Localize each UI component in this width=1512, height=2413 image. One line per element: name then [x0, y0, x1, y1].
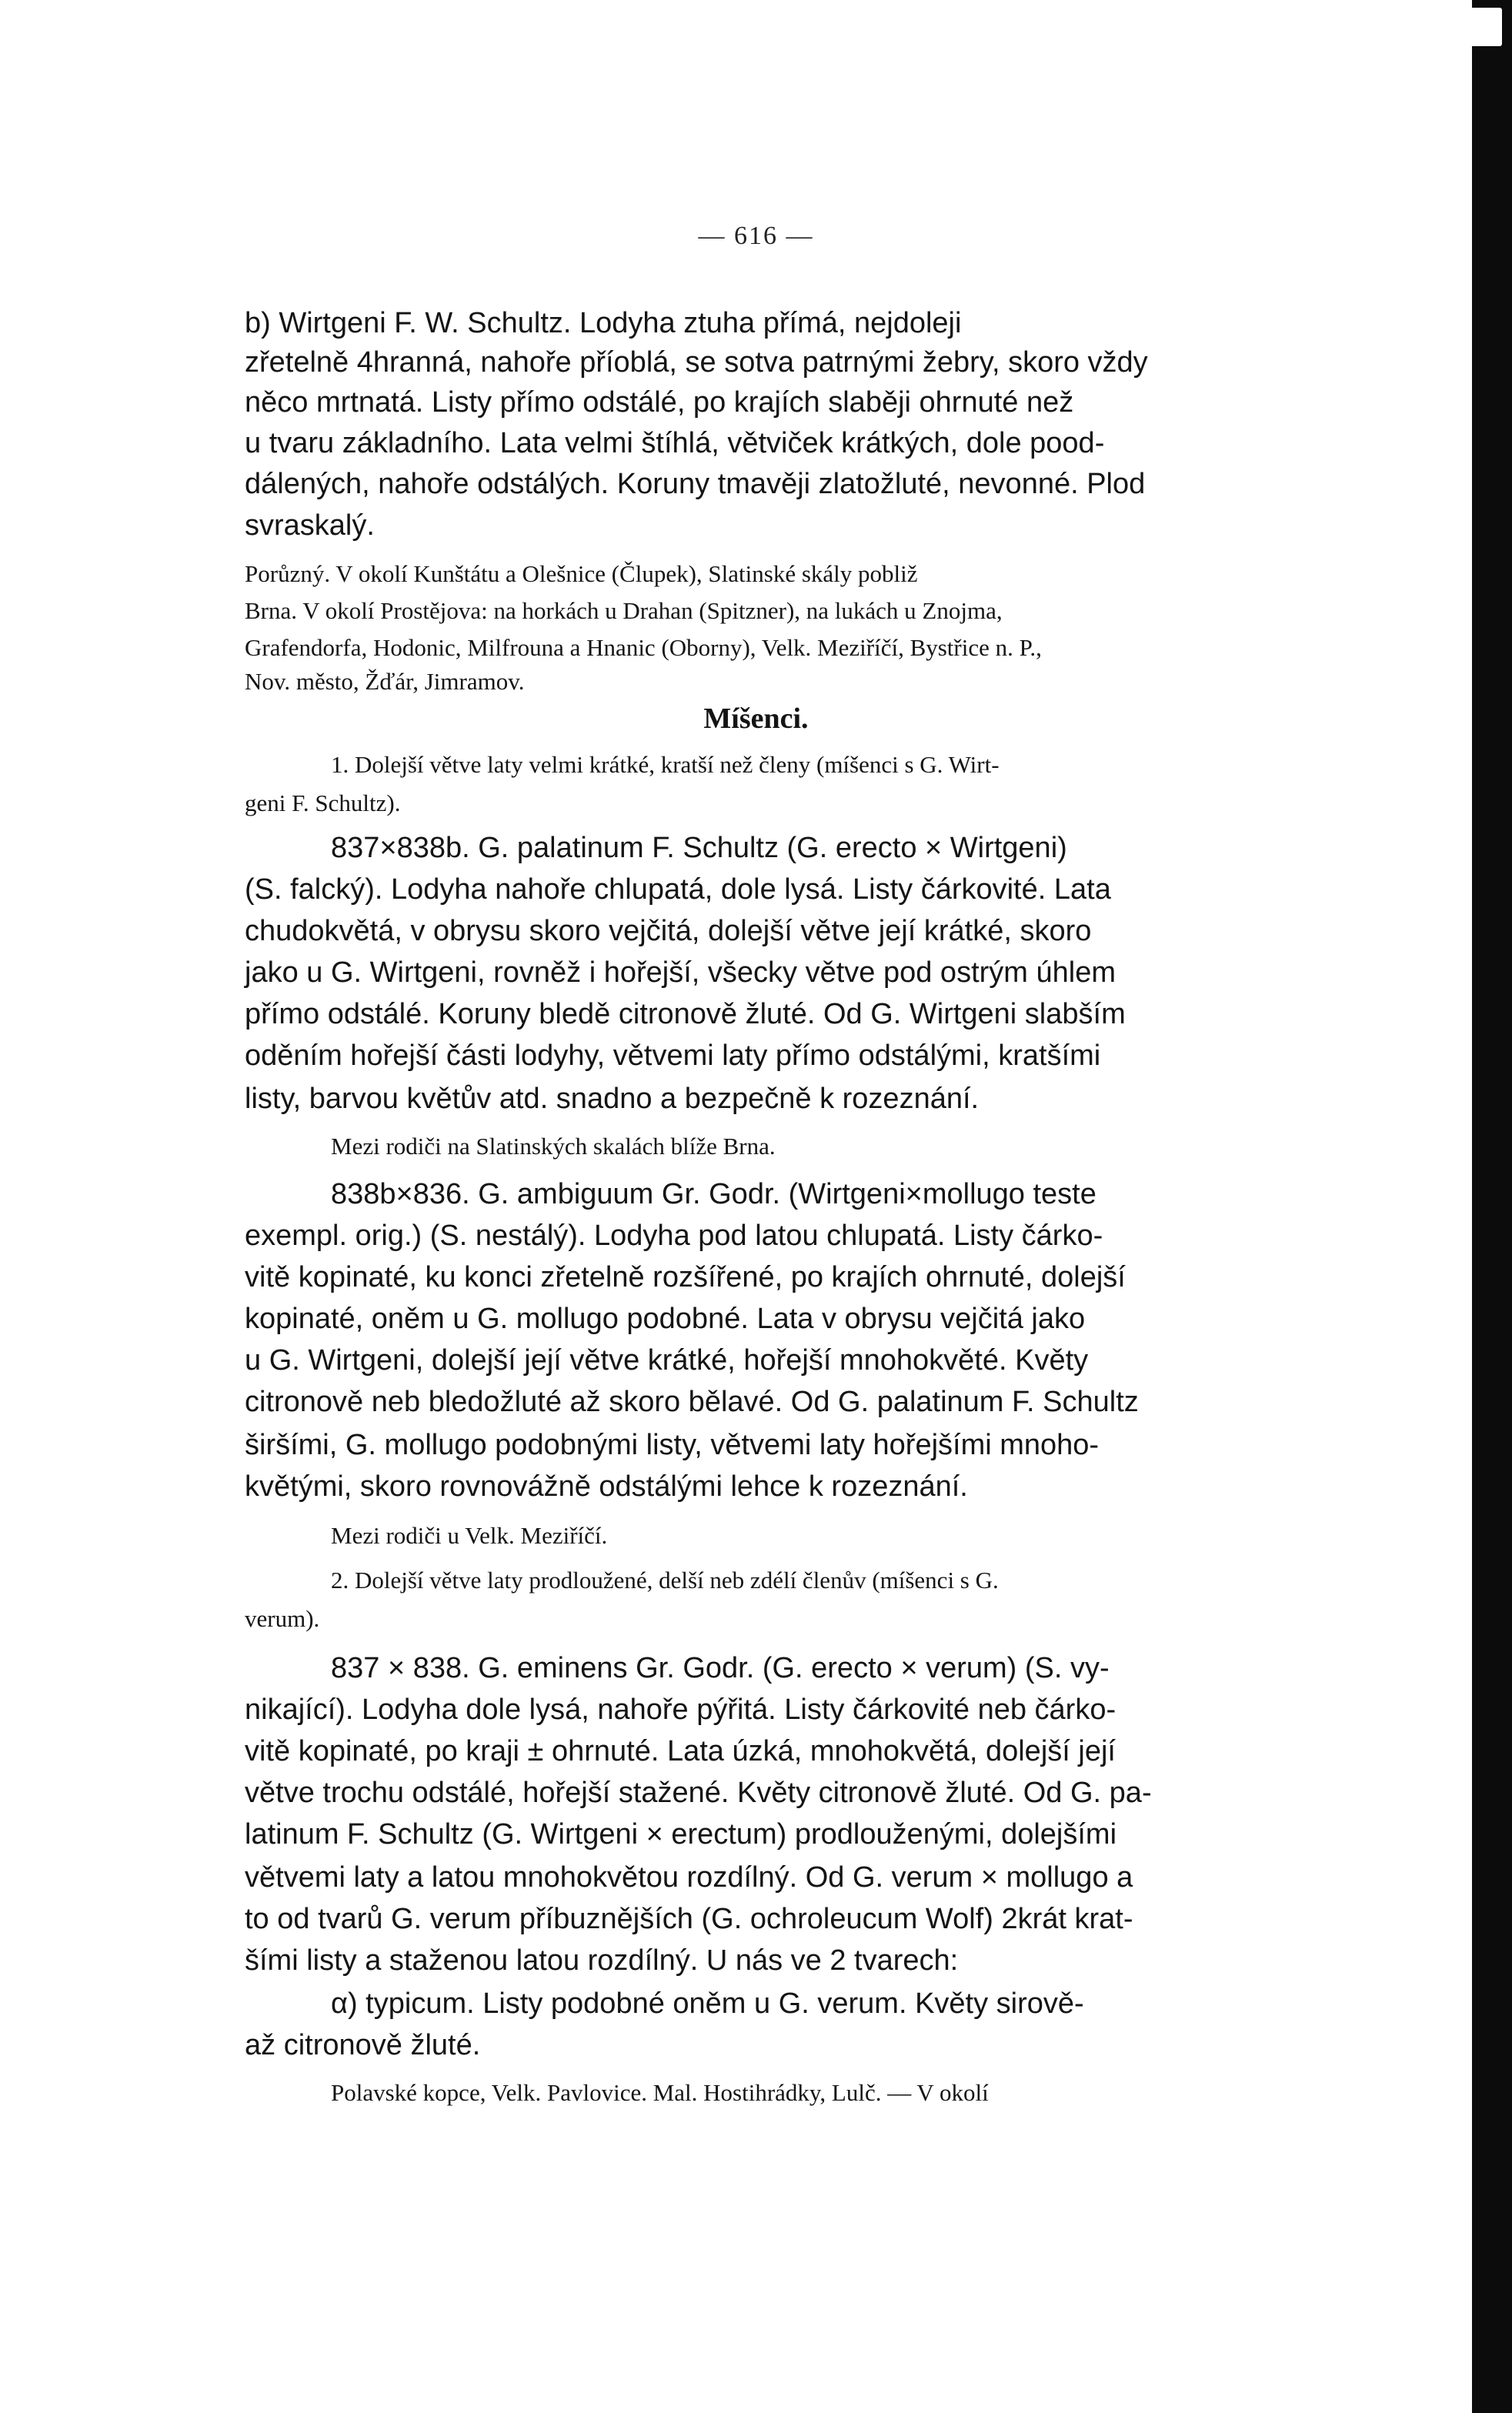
- text-line: geni F. Schultz).: [245, 789, 401, 816]
- scan-border: [1472, 0, 1512, 2413]
- text-line: Grafendorfa, Hodonic, Milfrouna a Hnanic (Oborny), Velk. Meziříčí, Bystřice n. P.,: [245, 634, 1042, 661]
- text-line: 1. Dolejší větve laty velmi krátké, kratší než členy (míšenci s G. Wirt-: [331, 751, 1000, 778]
- text-line: jako u G. Wirtgeni, rovněž i hořejší, všecky větve pod ostrým úhlem: [245, 956, 1116, 989]
- text-line: exempl. orig.) (S. nestálý). Lodyha pod latou chlupatá. Listy čárko-: [245, 1220, 1103, 1252]
- text-line: dálených, nahoře odstálých. Koruny tmavěji zlatožluté, nevonné. Plod: [245, 468, 1146, 500]
- text-line: chudokvětá, v obrysu skoro vejčitá, dolejší větve její krátké, skoro: [245, 915, 1092, 947]
- scan-corner: [1468, 8, 1502, 46]
- text-line: Brna. V okolí Prostějova: na horkách u Drahan (Spitzner), na lukách u Znojma,: [245, 597, 1003, 624]
- text-line: vitě kopinaté, po kraji ± ohrnuté. Lata úzká, mnohokvětá, dolejší její: [245, 1735, 1116, 1767]
- text-line: b) Wirtgeni F. W. Schultz. Lodyha ztuha přímá, nejdoleji: [245, 307, 962, 339]
- text-line: větve trochu odstálé, hořejší stažené. Květy citronově žluté. Od G. pa-: [245, 1777, 1152, 1809]
- text-line: něco mrtnatá. Listy přímo odstálé, po krajích slaběji ohrnuté než: [245, 386, 1074, 419]
- page-number: — 616 —: [698, 222, 814, 250]
- text-line: to od tvarů G. verum příbuznějších (G. ochroleucum Wolf) 2krát krat-: [245, 1903, 1133, 1935]
- text-line: u G. Wirtgeni, dolejší její větve krátké, hořejší mnohokvěté. Květy: [245, 1344, 1089, 1377]
- text-line: Mezi rodiči u Velk. Meziříčí.: [331, 1522, 608, 1549]
- text-line: latinum F. Schultz (G. Wirtgeni × erectum) prodlouženými, dolejšími: [245, 1818, 1117, 1851]
- text-line: až citronově žluté.: [245, 2029, 481, 2061]
- text-line: šími listy a staženou latou rozdílný. U nás ve 2 tvarech:: [245, 1944, 959, 1977]
- text-line: verum).: [245, 1605, 320, 1632]
- text-line: širšími, G. mollugo podobnými listy, větvemi laty hořejšími mnoho-: [245, 1429, 1100, 1461]
- text-line: (S. falcký). Lodyha nahoře chlupatá, dole lysá. Listy čárkovité. Lata: [245, 873, 1111, 906]
- text-line: α) typicum. Listy podobné oněm u G. verum. Květy sirově-: [331, 1987, 1084, 2020]
- text-line: větvemi laty a latou mnohokvětou rozdílný. Od G. verum × mollugo a: [245, 1861, 1133, 1894]
- text-line: vitě kopinaté, ku konci zřetelně rozšířené, po krajích ohrnuté, dolejší: [245, 1261, 1126, 1293]
- text-line: oděním hořejší části lodyhy, větvemi laty přímo odstálými, kratšími: [245, 1040, 1101, 1072]
- text-line: u tvaru základního. Lata velmi štíhlá, větviček krátkých, dole pood-: [245, 427, 1105, 459]
- text-line: Nov. město, Žďár, Jimramov.: [245, 668, 525, 695]
- text-line: nikající). Lodyha dole lysá, nahoře pýřitá. Listy čárkovité neb čárko-: [245, 1694, 1116, 1726]
- text-line: 838b×836. G. ambiguum Gr. Godr. (Wirtgeni×mollugo teste: [331, 1178, 1096, 1210]
- text-line: citronově neb bledožluté až skoro bělavé. Od G. palatinum F. Schultz: [245, 1386, 1139, 1418]
- text-line: přímo odstálé. Koruny bledě citronově žluté. Od G. Wirtgeni slabším: [245, 998, 1126, 1030]
- text-line: Polavské kopce, Velk. Pavlovice. Mal. Hostihrádky, Lulč. — V okolí: [331, 2079, 989, 2106]
- text-line: svraskalý.: [245, 509, 375, 542]
- section-heading: Míšenci.: [703, 703, 809, 735]
- text-line: listy, barvou květův atd. snadno a bezpečně k rozeznání.: [245, 1083, 980, 1115]
- text-line: 837×838b. G. palatinum F. Schultz (G. erecto × Wirtgeni): [331, 832, 1067, 864]
- text-line: Mezi rodiči na Slatinských skalách blíže Brna.: [331, 1133, 776, 1160]
- text-line: kopinaté, oněm u G. mollugo podobné. Lata v obrysu vejčitá jako: [245, 1303, 1086, 1335]
- text-line: květými, skoro rovnovážně odstálými lehce k rozeznání.: [245, 1470, 968, 1503]
- text-line: 2. Dolejší větve laty prodloužené, delší neb zdélí členův (míšenci s G.: [331, 1567, 999, 1594]
- text-line: zřetelně 4hranná, nahoře příoblá, se sotva patrnými žebry, skoro vždy: [245, 346, 1148, 379]
- text-line: Porůzný. V okolí Kunštátu a Olešnice (Člupek), Slatinské skály pobliž: [245, 560, 918, 587]
- text-line: 837 × 838. G. eminens Gr. Godr. (G. erecto × verum) (S. vy-: [331, 1652, 1110, 1684]
